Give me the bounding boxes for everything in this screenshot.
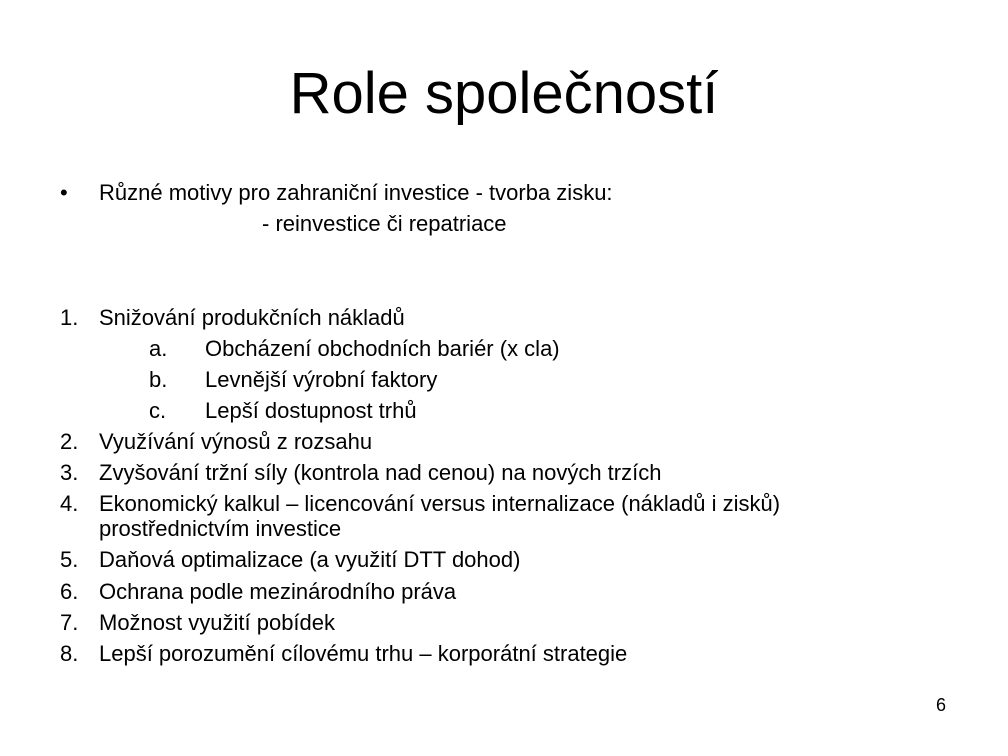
bullet-marker: • (60, 180, 68, 205)
list-item-6: Ochrana podle mezinárodního práva (99, 579, 457, 604)
subitem-text-b: Levnější výrobní faktory (205, 367, 438, 392)
list-item-4-continuation: prostřednictvím investice (99, 516, 342, 541)
list-number-7: 7. (60, 610, 79, 635)
list-number-2: 2. (60, 429, 79, 454)
list-number-1: 1. (60, 305, 79, 330)
list-number-3: 3. (60, 460, 79, 485)
subitem-text-c: Lepší dostupnost trhů (205, 398, 417, 423)
subitem-letter-b: b. (149, 367, 168, 392)
list-number-4: 4. (60, 491, 79, 516)
list-item-7: Možnost využití pobídek (99, 610, 336, 635)
bullet-text: Různé motivy pro zahraniční investice - tvorba zisku: (99, 180, 613, 205)
list-number-6: 6. (60, 579, 79, 604)
list-item-1: Snižování produkčních nákladů (99, 305, 405, 330)
list-item-5: Daňová optimalizace (a využití DTT dohod) (99, 547, 521, 572)
bullet-subline: - reinvestice či repatriace (262, 211, 507, 236)
subitem-letter-c: c. (149, 398, 167, 423)
list-item-4: Ekonomický kalkul – licencování versus internalizace (nákladů i zisků) (99, 491, 781, 516)
list-item-3: Zvyšování tržní síly (kontrola nad cenou) na nových trzích (99, 460, 662, 485)
list-item-8: Lepší porozumění cílovému trhu – korporátní strategie (99, 641, 628, 666)
page-number: 6 (935, 695, 946, 715)
list-number-5: 5. (60, 547, 79, 572)
subitem-text-a: Obcházení obchodních bariér (x cla) (205, 336, 560, 361)
slide-title: Role společností (289, 61, 719, 126)
subitem-letter-a: a. (149, 336, 168, 361)
list-item-2: Využívání výnosů z rozsahu (99, 429, 373, 454)
list-number-8: 8. (60, 641, 79, 666)
